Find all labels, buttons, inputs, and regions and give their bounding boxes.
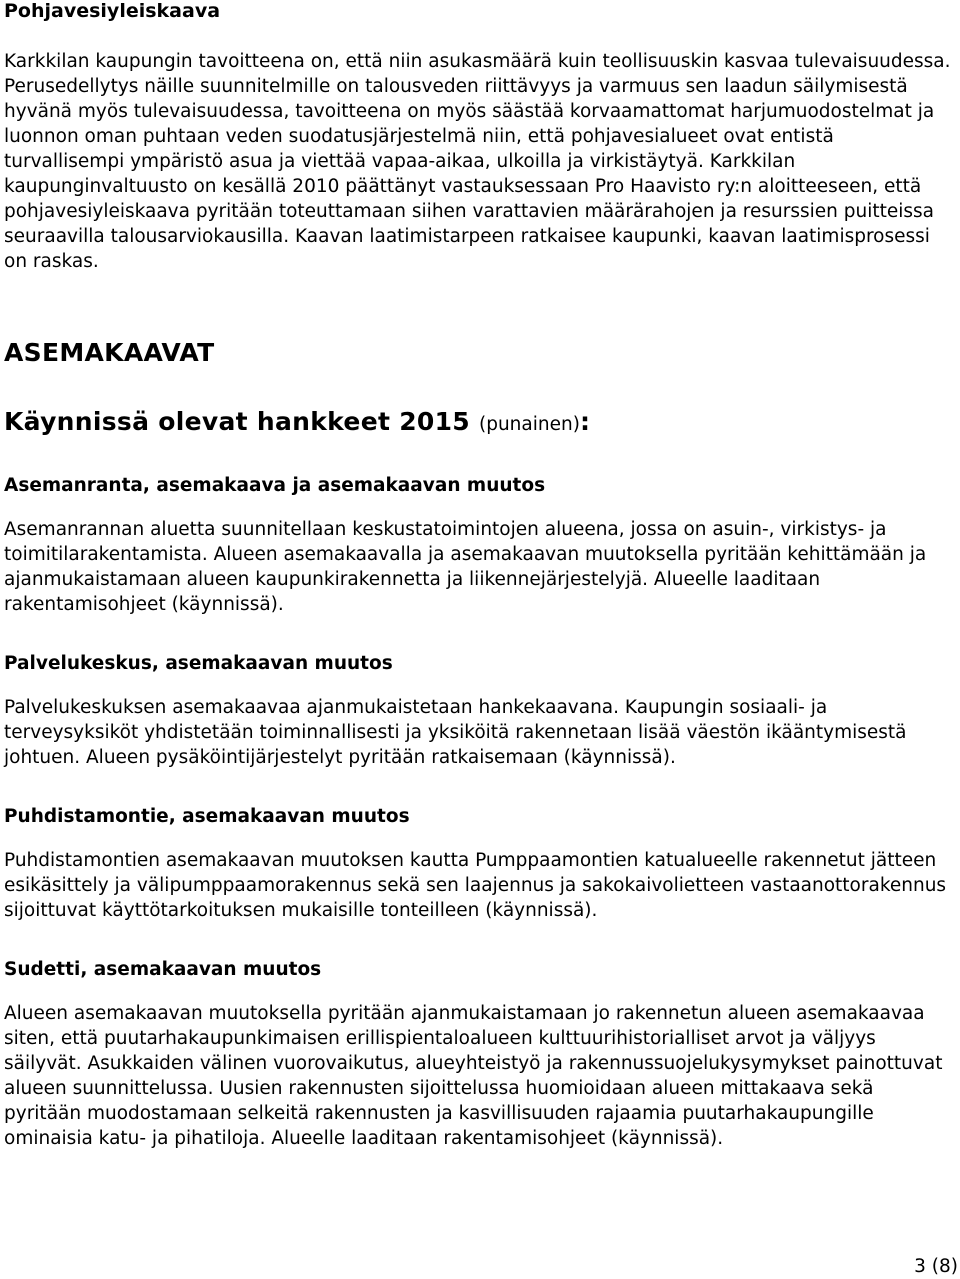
project-title-asemanranta: Asemanranta, asemakaava ja asemakaavan muutos	[4, 475, 546, 496]
project-body-puhdistamontie: Puhdistamontien asemakaavan muutoksen kautta Pumppaamontien katualueelle rakennetut jätteen esikäsittely ja välipumppaamorakennus sekä sen laajennus ja sakokaivolietteen vastaanottorakennus sijoittuvat käyttötarkoituksen mukaisille tonteilleen (käynnissä).	[4, 850, 947, 921]
project-title-puhdistamontie: Puhdistamontie, asemakaavan muutos	[4, 806, 410, 827]
project-title-palvelukeskus: Palvelukeskus, asemakaavan muutos	[4, 653, 393, 674]
page-number: 3 (8)	[914, 1256, 958, 1277]
project-title-sudetti: Sudetti, asemakaavan muutos	[4, 959, 322, 980]
section-subtitle	[4, 407, 952, 440]
project-body-palvelukeskus: Palvelukeskuksen asemakaavaa ajanmukaistetaan hankekaavana. Kaupungin sosiaali- ja terveysyksiköt yhdistetään toiminnallisesti ja yksiköitä rakennetaan lisää väestön ikääntymisestä johtuen. Alueen pysäköintijärjestelyt pyritään ratkaisemaan (käynnissä).	[4, 697, 907, 768]
section-subtitle-text: Käynnissä olevat hankkeet 2015	[4, 407, 470, 436]
project-body-sudetti: Alueen asemakaavan muutoksella pyritään ajanmukaistamaan jo rakennetun alueen asemakaavaa siten, että puutarhakaupunkimaisen erillispientaloalueen kulttuurihistorialliset arvot ja väljyys säilyvät. Asukkaiden välinen vuorovaikutus, alueyhteistyö ja rakennussuojelukysymykset painottuvat alueen suunnittelussa. Uusien rakennusten sijoittelussa huomioidaan alueen mittakaava sekä pyritään muodostamaan selkeitä rakennusten ja kasvillisuuden rajaamia puutarhakaupungille ominaisia katu- ja pihatiloja. Alueelle laaditaan rakentamisohjeet (käynnissä).	[4, 1003, 943, 1149]
document-page	[4, 0, 952, 1151]
groundwater-heading: Pohjavesiyleiskaava	[4, 0, 221, 22]
section-title: ASEMAKAAVAT	[4, 338, 215, 367]
groundwater-paragraph: Karkkilan kaupungin tavoitteena on, että niin asukasmäärä kuin teollisuuskin kasvaa tulevaisuudessa. Perusedellytys näille suunnitelmille on talousveden riittävyys ja varmuus sen laadun säilymisestä hyvänä myös tulevaisuudessa, tavoitteena on myös säästää korvaamattomat harjumuodostelmat ja luonnon oman puhtaan veden suodatusjärjestelmä niin, että pohjavesialueet ovat entistä turvallisempi ympäristö asua ja viettää vapaa-aikaa, ulkoilla ja virkistäytyä. Karkkilan kaupunginvaltuusto on kesällä 2010 päättänyt vastauksessaan Pro Haavisto ry:n aloitteeseen, että pohjavesiyleiskaava pyritään toteuttamaan siihen varattavien määrärahojen ja resurssien puitteissa seuraavilla talousarviokausilla. Kaavan laatimistarpeen ratkaisee kaupunki, kaavan laatimisprosessi on raskas.	[4, 51, 951, 272]
section-subtitle-note: (punainen)	[479, 414, 580, 435]
project-body-asemanranta: Asemanrannan aluetta suunnitellaan keskustatoimintojen alueena, jossa on asuin-, virkistys- ja toimitilarakentamista. Alueen asemakaavalla ja asemakaavan muutoksella pyritään kehittämään ja ajanmukaistamaan alueen kaupunkirakennetta ja liikennejärjestelyjä. Alueelle laaditaan rakentamisohjeet (käynnissä).	[4, 519, 927, 615]
section-subtitle-colon: :	[579, 407, 591, 436]
